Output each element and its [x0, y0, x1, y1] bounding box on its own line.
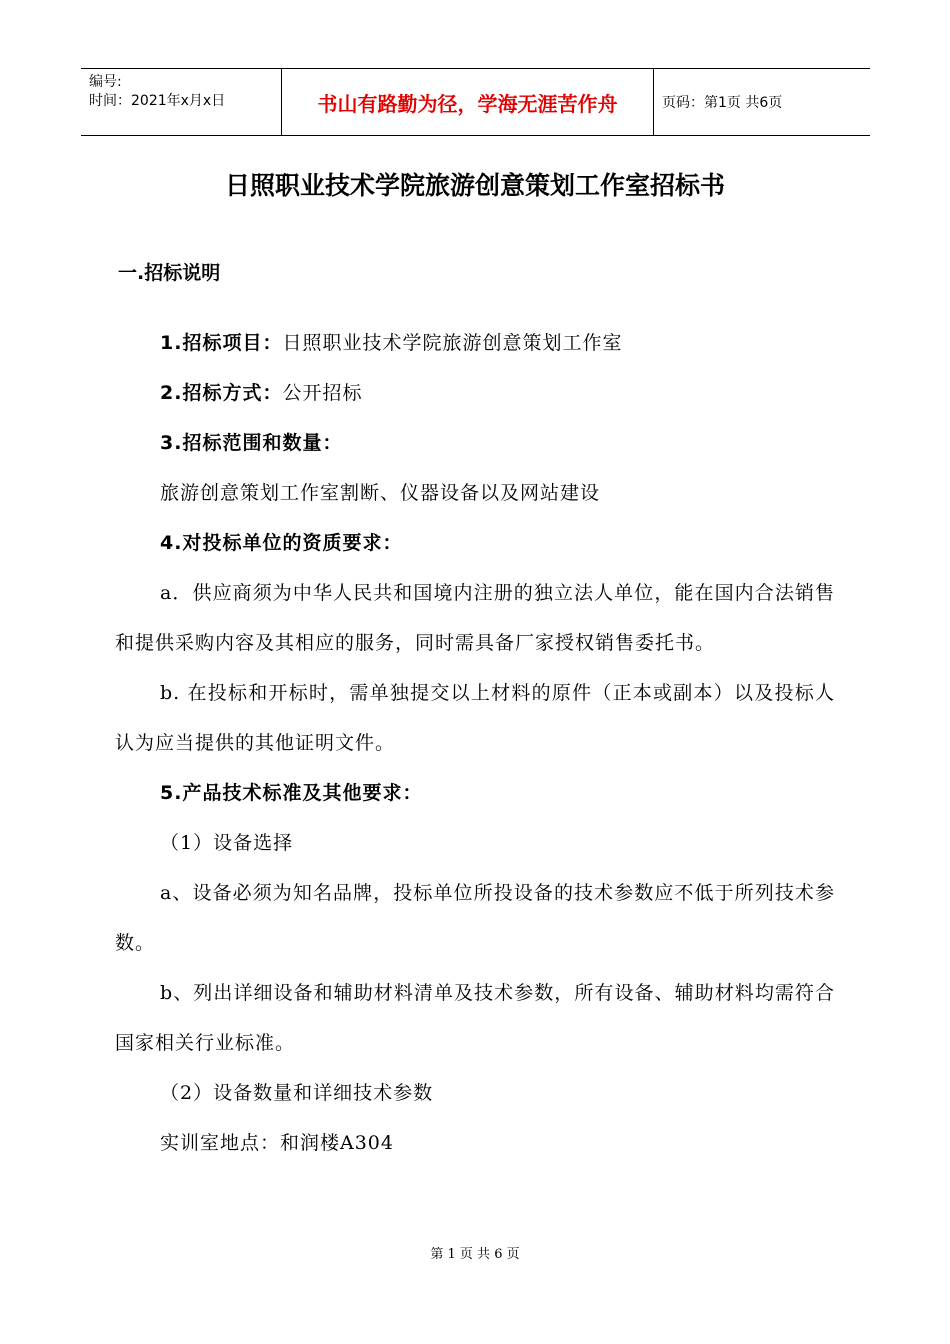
document-title: 日照职业技术学院旅游创意策划工作室招标书	[224, 171, 725, 200]
location: 实训室地点：和润楼A304	[160, 1132, 394, 1154]
item4-a: a．供应商须为中华人民共和国境内注册的独立法人单位，能在国内合法销售和提供采购内容及其相应的服务，同时需具备厂家授权销售委托书。	[115, 582, 835, 654]
item5-b: b、列出详细设备和辅助材料清单及技术参数，所有设备、辅助材料均需符合国家相关行业标准。	[115, 982, 835, 1054]
item5-sub1: （1）设备选择	[160, 832, 294, 854]
item1-label: 1.招标项目：	[160, 332, 283, 354]
document-header	[81, 68, 870, 136]
section-heading: 一.招标说明	[118, 262, 221, 284]
item2-label: 2.招标方式：	[160, 382, 283, 404]
item5	[115, 768, 835, 818]
item5-label: 5.产品技术标准及其他要求：	[160, 782, 423, 804]
header-page-info: 页码：第1页 共6页	[662, 95, 783, 111]
page-footer: 第 1 页 共 6 页	[430, 1247, 520, 1262]
item5-sub2: （2）设备数量和详细技术参数	[160, 1082, 434, 1104]
item1-value: 日照职业技术学院旅游创意策划工作室	[282, 332, 623, 354]
item5-a: a、设备必须为知名品牌，投标单位所投设备的技术参数应不低于所列技术参数。	[115, 882, 835, 954]
header-meta	[81, 69, 281, 135]
item4-b: b. 在投标和开标时，需单独提交以上材料的原件（正本或副本）以及投标人认为应当提供的其他证明文件。	[115, 682, 835, 754]
number-label: 编号:	[89, 74, 122, 90]
item2-value: 公开招标	[282, 382, 363, 404]
item3-label: 3.招标范围和数量：	[160, 432, 343, 454]
item4	[115, 518, 835, 568]
item3-value: 旅游创意策划工作室割断、仪器设备以及网站建设	[160, 482, 601, 504]
item4-label: 4.对投标单位的资质要求：	[160, 532, 403, 554]
header-motto: 书山有路勤为径，学海无涯苦作舟	[281, 69, 654, 135]
time-label: 时间：2021年x月x日	[89, 93, 226, 109]
item2	[115, 368, 835, 418]
item1	[115, 318, 835, 368]
document-body	[115, 318, 835, 1168]
item3	[115, 418, 835, 468]
